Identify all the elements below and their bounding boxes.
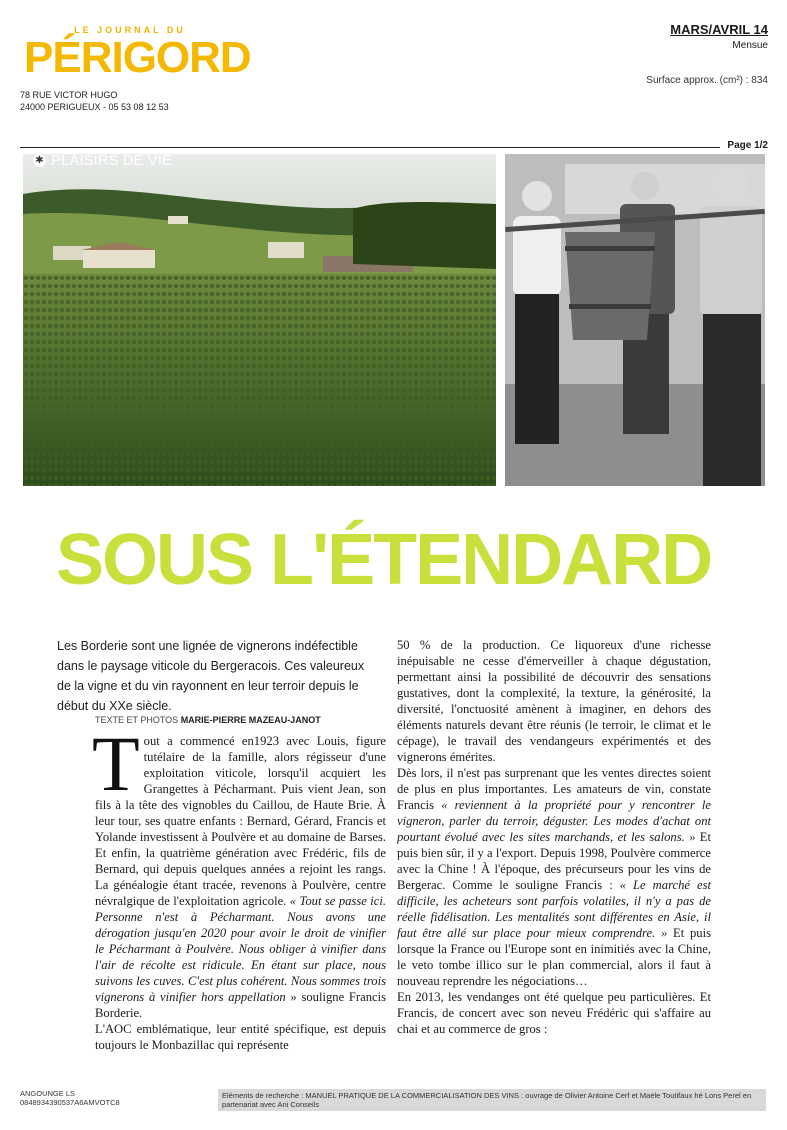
article-column-right (397, 637, 711, 1037)
masthead-tagline: LE JOURNAL DU (74, 25, 186, 35)
paragraph: 50 % de la production. Ce liquoreux d'une richesse inépuisable ne cesse d'émerveiller à chaque dégustation, permettant ainsi la possibilité de découvrir des sensations gustatives, dont la complexité, la texture, la générosité, la diversité, l'onctuosité amènent à imaginer, en dehors des éléments naturels devant être réunis (le terroir, le climat et le cépage), le travail des vendangeurs expérimentés et des vignerons émérites. (397, 638, 711, 764)
paragraph-text: Et puis lorsque la France ou l'Europe sont en inimitiés avec la Chine, le veto tombe illico sur le plan commercial, alors il faut à nouveau reprendre les négociations… (397, 926, 712, 988)
footer-code-line: 0848934390537A6AMVOTC8 (20, 1098, 120, 1107)
quote-text: « Le marché est difficile, les acheteurs sont parfois volatiles, il n'y a pas de réelle fidélisation. Les mentalités sont différentes en Asie, il faut être allé sur place pour mieux comprendre. » (397, 878, 711, 940)
quote-attribution: » souligne Francis Borderie. (95, 990, 386, 1020)
paragraph-text: out a commencé en1923 avec Louis, figure tutélaire de la famille, alors régisseur d'une exploitation viticole, lorsqu'il acquiert les Grangettes à Pécharmant. Puis vient Jean, son fils à la tête des vignobles du Caillou, de Haute Brie. À leur tour, ses quatre enfants : Bernard, Gérard, Francis et Yolande investissent à Poulvère et au domaine de Barses. Et enfin, la quatrième génération avec Frédéric, fils de Bernard, qui depuis quelques années a rejoint les rangs. La généalogie étant tracée, revenons à Poulvère, centre névralgique de l'exploitation agricole. (95, 734, 386, 908)
masthead-address (20, 89, 169, 113)
vineyard-photo (23, 154, 496, 486)
harvesters-illustration (505, 154, 765, 486)
address-line: 78 RUE VICTOR HUGO (20, 90, 118, 100)
page-number: Page 1/2 (727, 140, 768, 151)
quote-text: « reviennent à la propriété pour y rencontrer le vigneron, parler du terroir, déguster. Les modes d'achat ont pourtant évolué avec les sites marchands, et les salons. » (397, 798, 711, 844)
rubric-bullet-icon: ✱ (33, 154, 46, 167)
paragraph: L'AOC emblématique, leur entité spécifique, est depuis toujours le Monbazillac qui représente (95, 1022, 386, 1052)
paragraph (397, 765, 711, 989)
rubric-label: PLAISIRS DE VIE (51, 152, 172, 169)
paragraph-text: Et puis bien sûr, il y a l'export. Depuis 1998, Poulvère commerce avec la Chine ! À l'époque, des précurseurs pour les vins de Bergerac. Comme le souligne Francis : (397, 830, 711, 892)
byline-label: TEXTE ET PHOTOS (95, 715, 181, 725)
quote-text: « Tout se passe ici. Personne n'est à Pécharmant. Nous avons une dérogation jusqu'en 2020 pour avoir le droit de vinifier le Pécharmant à Poulvère. Nous obliger à vinifier dans l'air de récolte est ridicule. En étant sur place, nous suivons les cuves. C'est plus cohérent. Nous sommes trois vignerons à vinifier hors appellation (95, 894, 387, 1004)
archive-photo (505, 154, 765, 486)
search-elements-note: Eléments de recherche : MANUEL PRATIQUE DE LA COMMERCIALISATION DES VINS : ouvrage de Olivier Antoine Cerf et Maële Toutifaux hé Lons Perel en partenariat avec Ani Conseils (218, 1089, 766, 1111)
issue-date: MARS/AVRIL 14 (670, 22, 768, 37)
byline-author: MARIE-PIERRE MAZEAU-JANOT (180, 715, 321, 725)
surface-info: Surface approx. (cm²) : 834 (646, 75, 768, 86)
paragraph: En 2013, les vendanges ont été quelque peu particulières. Et Francis, de concert avec son neveu Frédéric qui s'affaire au chai et au commerce de gros : (397, 990, 711, 1036)
article-lead: Les Borderie sont une lignée de vignerons indéfectible dans le paysage viticole du Bergeracois. Ces valeureux de la vigne et du vin rayonnent en leur terroir depuis le début du XXe siècle. (57, 639, 365, 713)
dropcap: T (92, 720, 140, 807)
address-line: 24000 PERIGUEUX - 05 53 08 12 53 (20, 102, 169, 112)
article-headline: SOUS L'ÉTENDARD (56, 520, 712, 600)
paragraph-text: Dès lors, il n'est pas surprenant que les ventes directes soient de plus en plus importantes. Les amateurs de vin, constate Francis (397, 766, 711, 812)
footer-code (20, 1089, 120, 1107)
footer-code-line: ANGOUNGE LS (20, 1089, 76, 1098)
vineyard-illustration (23, 154, 496, 486)
masthead-logo: PÉRIGORD (24, 33, 251, 82)
header-rule (20, 147, 720, 148)
periodicity: Mensue (732, 40, 768, 51)
section-rubric (33, 152, 172, 169)
